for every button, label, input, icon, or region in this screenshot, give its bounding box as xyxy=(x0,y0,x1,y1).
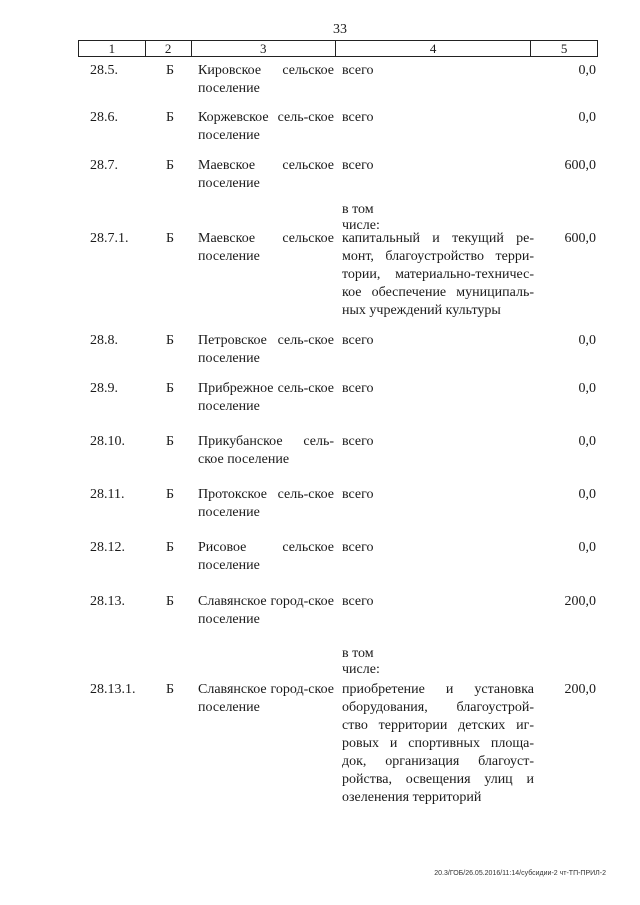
header-col-2: 2 xyxy=(146,41,192,56)
row-settlement: Славянское город-ское поселение xyxy=(198,682,334,715)
row-number: 28.9. xyxy=(90,381,118,396)
subtotal-heading: в том числе: xyxy=(342,202,380,233)
header-col-3: 3 xyxy=(192,41,336,56)
row-settlement: Маевское сельское поселение xyxy=(198,231,334,264)
row-description: всего xyxy=(342,381,374,396)
row-amount: 0,0 xyxy=(578,110,596,125)
row-category: Б xyxy=(166,333,175,348)
row-amount: 600,0 xyxy=(564,158,596,173)
row-category: Б xyxy=(166,381,175,396)
row-description: всего xyxy=(342,158,374,173)
row-category: Б xyxy=(166,110,175,125)
row-description: всего xyxy=(342,540,374,555)
row-number: 28.10. xyxy=(90,434,125,449)
row-settlement: Прибрежное сель-ское поселение xyxy=(198,381,334,414)
row-amount: 0,0 xyxy=(578,540,596,555)
header-col-1: 1 xyxy=(79,41,146,56)
row-number: 28.13.1. xyxy=(90,682,136,697)
row-description: всего xyxy=(342,110,374,125)
page-number: 33 xyxy=(333,22,347,37)
row-settlement: Прикубанское сель-ское поселение xyxy=(198,434,334,467)
row-number: 28.12. xyxy=(90,540,125,555)
row-amount: 200,0 xyxy=(564,594,596,609)
row-settlement: Кировское сельское поселение xyxy=(198,63,334,96)
row-number: 28.6. xyxy=(90,110,118,125)
row-settlement: Рисовое сельское поселение xyxy=(198,540,334,573)
row-number: 28.7.1. xyxy=(90,231,129,246)
header-col-5: 5 xyxy=(560,41,568,56)
row-number: 28.11. xyxy=(90,487,125,502)
row-settlement: Коржевское сель-ское поселение xyxy=(198,110,334,143)
row-number: 28.13. xyxy=(90,594,125,609)
row-amount: 0,0 xyxy=(578,381,596,396)
row-number: 28.8. xyxy=(90,333,118,348)
row-category: Б xyxy=(166,434,175,449)
row-category: Б xyxy=(166,63,175,78)
row-category: Б xyxy=(166,682,175,697)
row-description: всего xyxy=(342,333,374,348)
table-header xyxy=(78,40,598,57)
row-settlement: Славянское город-ское поселение xyxy=(198,594,334,627)
row-category: Б xyxy=(166,231,175,246)
row-description: всего xyxy=(342,594,374,609)
row-category: Б xyxy=(166,487,175,502)
header-col-4: 4 xyxy=(336,41,531,56)
row-number: 28.5. xyxy=(90,63,118,78)
row-category: Б xyxy=(166,594,175,609)
row-description: приобретение и установка оборудования, благоустрой-ство территории детских иг-ровых и спортивных площа-док, организация благоуст-ройства, освещения улиц и озеленения территорий xyxy=(342,682,534,805)
row-description: всего xyxy=(342,434,374,449)
row-category: Б xyxy=(166,540,175,555)
row-amount: 0,0 xyxy=(578,487,596,502)
subtotal-heading: в том числе: xyxy=(342,646,380,677)
row-settlement: Маевское сельское поселение xyxy=(198,158,334,191)
row-amount: 0,0 xyxy=(578,63,596,78)
row-category: Б xyxy=(166,158,175,173)
row-amount: 0,0 xyxy=(578,434,596,449)
row-number: 28.7. xyxy=(90,158,118,173)
row-description: всего xyxy=(342,487,374,502)
row-settlement: Петровское сель-ское поселение xyxy=(198,333,334,366)
row-amount: 200,0 xyxy=(564,682,596,697)
row-description: всего xyxy=(342,63,374,78)
row-settlement: Протокское сель-ское поселение xyxy=(198,487,334,520)
row-description: капитальный и текущий ре-монт, благоустройство терри-тории, материально-техничес-кое обеспечение муниципаль-ных учреждений культуры xyxy=(342,231,534,318)
row-amount: 600,0 xyxy=(564,231,596,246)
row-amount: 0,0 xyxy=(578,333,596,348)
document-footer-code: 20.3/ГОБ/26.05.2016/11:14/субсидии-2 чт-ТП-ПРИЛ-2 xyxy=(434,870,606,877)
